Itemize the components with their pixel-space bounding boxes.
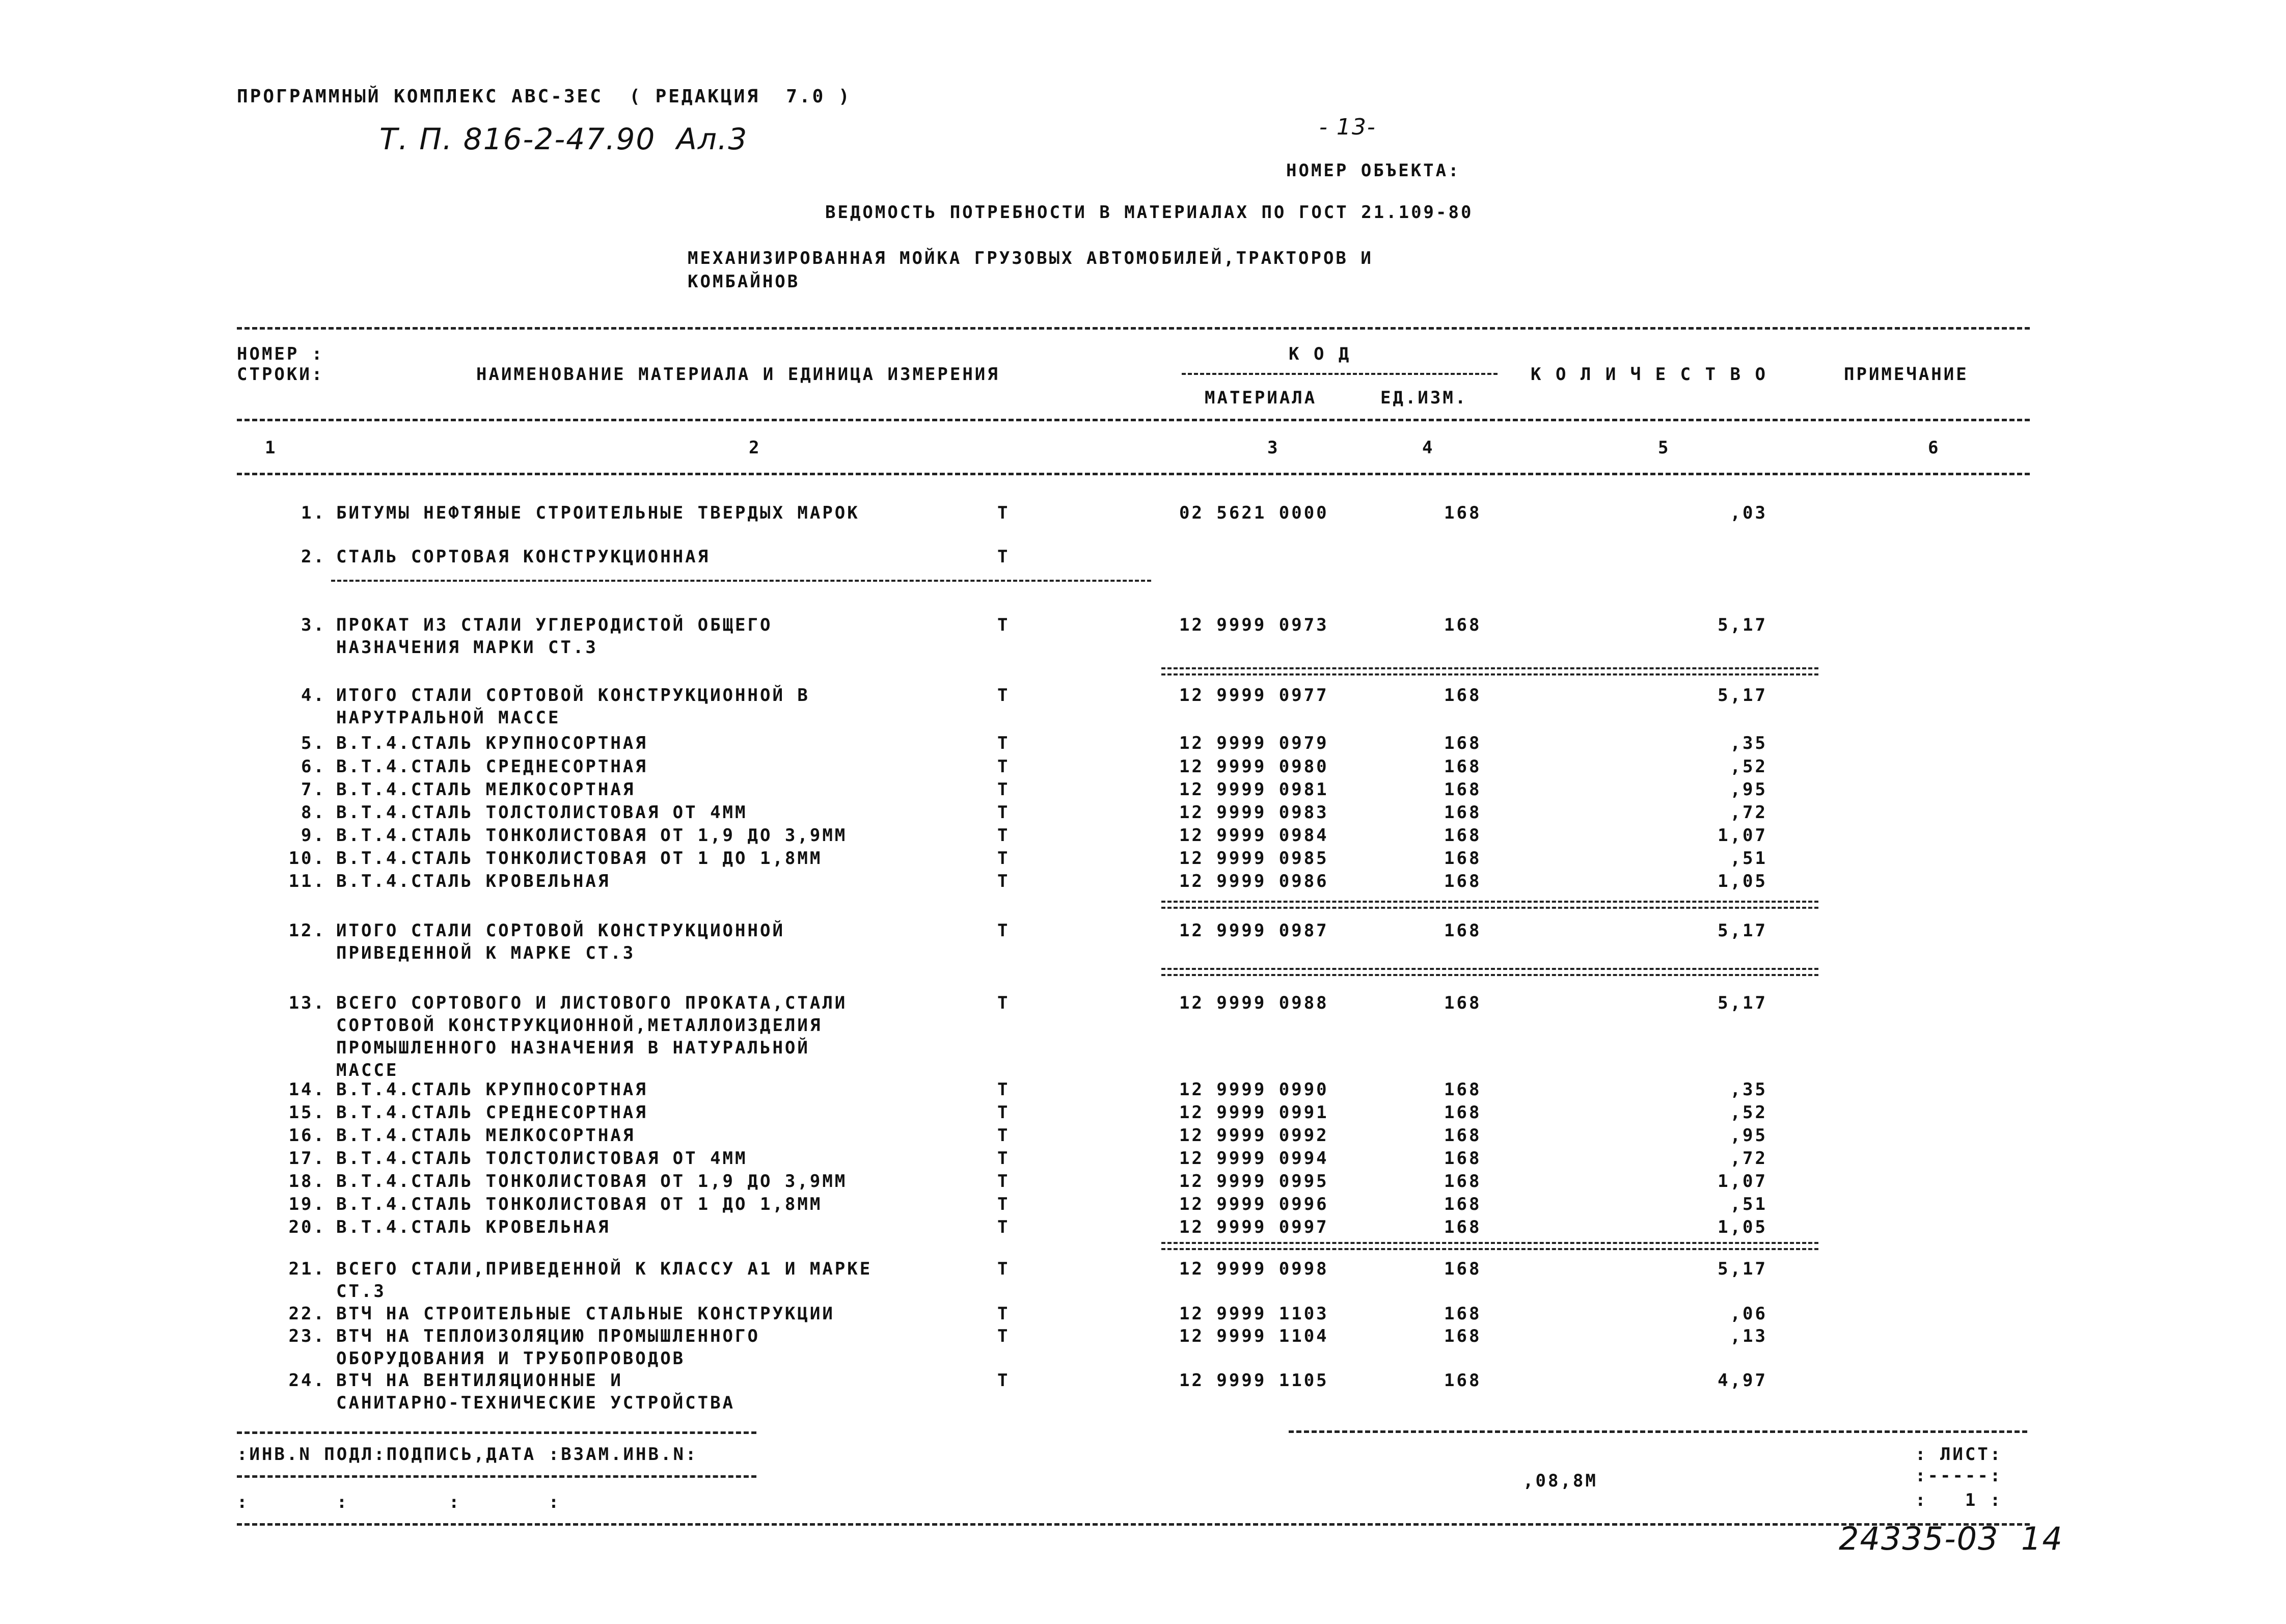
code-subheader-rule (1182, 373, 1498, 375)
material-code: 12 9999 0986 (1179, 871, 1329, 891)
material-code: 12 9999 0973 (1179, 615, 1329, 635)
unit-code: 168 (1444, 921, 1482, 941)
unit: Т (997, 685, 1010, 706)
sheet-number: : 1 : (1915, 1490, 2003, 1510)
quantity: ,51 (1730, 1194, 1767, 1214)
sheet-top-rule (1289, 1430, 2027, 1433)
quantity: ,72 (1730, 1148, 1767, 1169)
unit: Т (997, 1171, 1010, 1192)
row-number: 22. (288, 1304, 326, 1324)
material-code: 12 9999 1105 (1179, 1370, 1329, 1391)
quantity: 1,05 (1718, 1217, 1767, 1237)
head-mid-rule (237, 419, 2030, 421)
unit-code: 168 (1444, 825, 1482, 846)
unit-code: 168 (1444, 802, 1482, 823)
material-code: 12 9999 1104 (1179, 1326, 1329, 1346)
unit-code: 168 (1444, 1171, 1482, 1192)
material-name: В.Т.4.СТАЛЬ ТОНКОЛИСТОВАЯ ОТ 1 ДО 1,8ММ (336, 1194, 823, 1214)
unit: Т (997, 1194, 1010, 1214)
unit-code: 168 (1444, 871, 1482, 891)
quantity: ,35 (1730, 733, 1767, 753)
stamp-top-rule (237, 1431, 756, 1434)
unit-code: 168 (1444, 779, 1482, 800)
unit: Т (997, 547, 1010, 567)
row-number: 14. (288, 1079, 326, 1100)
quantity: 1,05 (1718, 871, 1767, 891)
material-code: 12 9999 0984 (1179, 825, 1329, 846)
material-name: В.Т.4.СТАЛЬ ТОЛСТОЛИСТОВАЯ ОТ 4ММ (336, 802, 748, 823)
quantity: ,95 (1730, 779, 1767, 800)
material-name: В.Т.4.СТАЛЬ ТОЛСТОЛИСТОВАЯ ОТ 4ММ (336, 1148, 748, 1169)
col-row-number-header-l1: НОМЕР : (237, 344, 324, 364)
sheet-label: : ЛИСТ: (1915, 1444, 2003, 1465)
quantity: ,03 (1730, 503, 1767, 523)
col-number-1: 1 (265, 438, 278, 458)
unit-code: 168 (1444, 685, 1482, 706)
unit-code: 168 (1444, 848, 1482, 869)
document-subtitle-line1: МЕХАНИЗИРОВАННАЯ МОЙКА ГРУЗОВЫХ АВТОМОБИЛЕЙ,ТРАКТОРОВ И (688, 248, 1373, 268)
unit-code: 168 (1444, 733, 1482, 753)
material-code: 12 9999 0977 (1179, 685, 1329, 706)
row-number: 23. (288, 1326, 326, 1346)
col-number-4: 4 (1422, 438, 1435, 458)
unit: Т (997, 871, 1010, 891)
handwritten-archive-number: 24335-03 14 (1839, 1520, 2063, 1557)
material-code: 12 9999 1103 (1179, 1304, 1329, 1324)
row-number: 10. (288, 848, 326, 869)
col-material-header: НАИМЕНОВАНИЕ МАТЕРИАЛА И ЕДИНИЦА ИЗМЕРЕНИЯ (476, 364, 1000, 385)
material-code: 12 9999 0990 (1179, 1079, 1329, 1100)
program-label: ПРОГРАММНЫЙ КОМПЛЕКС АВС-3ЕС ( РЕДАКЦИЯ 7.0 ) (237, 86, 852, 107)
material-name: ВТЧ НА ВЕНТИЛЯЦИОННЫЕ И (336, 1370, 623, 1391)
unit-code: 168 (1444, 1304, 1482, 1324)
col-code-unit-header: ЕД.ИЗМ. (1380, 388, 1468, 408)
row-number: 15. (288, 1102, 326, 1123)
material-name: НАРУТРАЛЬНОЙ МАССЕ (336, 708, 561, 728)
material-name: В.Т.4.СТАЛЬ ТОНКОЛИСТОВАЯ ОТ 1,9 ДО 3,9ММ (336, 1171, 848, 1192)
quantity: ,52 (1730, 756, 1767, 777)
unit: Т (997, 1125, 1010, 1146)
material-name: В.Т.4.СТАЛЬ ТОНКОЛИСТОВАЯ ОТ 1,9 ДО 3,9ММ (336, 825, 848, 846)
quantity: 1,07 (1718, 1171, 1767, 1192)
material-name: БИТУМЫ НЕФТЯНЫЕ СТРОИТЕЛЬНЫЕ ТВЕРДЫХ МАРОК (336, 503, 860, 523)
quantity: 5,17 (1718, 921, 1767, 941)
row-number: 2. (301, 547, 326, 567)
unit: Т (997, 921, 1010, 941)
material-name: В.Т.4.СТАЛЬ МЕЛКОСОРТНАЯ (336, 1125, 636, 1146)
unit-code: 168 (1444, 503, 1482, 523)
subtotal-rule-4 (1161, 1242, 1818, 1250)
material-name: ВСЕГО СТАЛИ,ПРИВЕДЕННОЙ К КЛАССУ А1 И МАРКЕ (336, 1259, 873, 1279)
quantity: 5,17 (1718, 993, 1767, 1013)
row-number: 4. (301, 685, 326, 706)
row-number: 7. (301, 779, 326, 800)
head-bottom-rule (237, 473, 2030, 475)
col-number-3: 3 (1267, 438, 1280, 458)
unit: Т (997, 615, 1010, 635)
col-number-5: 5 (1658, 438, 1671, 458)
unit: Т (997, 503, 1010, 523)
material-code: 12 9999 0983 (1179, 802, 1329, 823)
material-name: МАССЕ (336, 1060, 399, 1080)
document-subtitle-line2: КОМБАЙНОВ (688, 272, 800, 292)
material-code: 12 9999 0985 (1179, 848, 1329, 869)
row-number: 3. (301, 615, 326, 635)
row-number: 5. (301, 733, 326, 753)
material-code: 12 9999 0996 (1179, 1194, 1329, 1214)
material-name: ПРОКАТ ИЗ СТАЛИ УГЛЕРОДИСТОЙ ОБЩЕГО (336, 615, 773, 635)
footer-bottom-rule (237, 1523, 2030, 1526)
quantity: ,95 (1730, 1125, 1767, 1146)
material-code: 02 5621 0000 (1179, 503, 1329, 523)
material-name: ПРОМЫШЛЕННОГО НАЗНАЧЕНИЯ В НАТУРАЛЬНОЙ (336, 1038, 810, 1058)
row-number: 17. (288, 1148, 326, 1169)
unit: Т (997, 993, 1010, 1013)
subtotal-rule-1 (1161, 667, 1818, 675)
unit: Т (997, 1326, 1010, 1346)
material-name: ВТЧ НА ТЕПЛОИЗОЛЯЦИЮ ПРОМЫШЛЕННОГО (336, 1326, 760, 1346)
material-name: В.Т.4.СТАЛЬ КРУПНОСОРТНАЯ (336, 733, 648, 753)
col-number-2: 2 (749, 438, 761, 458)
unit: Т (997, 733, 1010, 753)
material-code: 12 9999 0995 (1179, 1171, 1329, 1192)
page-number: - 13- (1319, 114, 1376, 140)
unit: Т (997, 779, 1010, 800)
unit: Т (997, 1102, 1010, 1123)
table-top-rule (237, 327, 2030, 330)
quantity: ,35 (1730, 1079, 1767, 1100)
col-quantity-header: К О Л И Ч Е С Т В О (1531, 364, 1767, 385)
material-name: ИТОГО СТАЛИ СОРТОВОЙ КОНСТРУКЦИОННОЙ В (336, 685, 810, 706)
quantity: 4,97 (1718, 1370, 1767, 1391)
material-name: В.Т.4.СТАЛЬ КРОВЕЛЬНАЯ (336, 871, 611, 891)
unit-code: 168 (1444, 1326, 1482, 1346)
unit-code: 168 (1444, 756, 1482, 777)
material-code: 12 9999 0991 (1179, 1102, 1329, 1123)
unit-code: 168 (1444, 615, 1482, 635)
stamp-header: :ИНВ.N ПОДЛ:ПОДПИСЬ,ДАТА :ВЗАМ.ИНВ.N: (237, 1444, 698, 1465)
material-name: САНИТАРНО-ТЕХНИЧЕСКИЕ УСТРОЙСТВА (336, 1393, 736, 1413)
stamp-mid-rule (237, 1475, 756, 1478)
unit: Т (997, 825, 1010, 846)
material-code: 12 9999 0997 (1179, 1217, 1329, 1237)
unit: Т (997, 1148, 1010, 1169)
material-code: 12 9999 0988 (1179, 993, 1329, 1013)
row-number: 24. (288, 1370, 326, 1391)
material-name: ВТЧ НА СТРОИТЕЛЬНЫЕ СТАЛЬНЫЕ КОНСТРУКЦИИ (336, 1304, 835, 1324)
material-code: 12 9999 0998 (1179, 1259, 1329, 1279)
row-number: 6. (301, 756, 326, 777)
row-number: 12. (288, 921, 326, 941)
unit-code: 168 (1444, 1370, 1482, 1391)
material-name: НАЗНАЧЕНИЯ МАРКИ СТ.3 (336, 637, 598, 658)
unit-code: 168 (1444, 1125, 1482, 1146)
unit: Т (997, 1079, 1010, 1100)
material-name: В.Т.4.СТАЛЬ КРУПНОСОРТНАЯ (336, 1079, 648, 1100)
unit: Т (997, 848, 1010, 869)
unit-code: 168 (1444, 1102, 1482, 1123)
quantity: ,52 (1730, 1102, 1767, 1123)
row-number: 21. (288, 1259, 326, 1279)
material-name: ОБОРУДОВАНИЯ И ТРУБОПРОВОДОВ (336, 1348, 686, 1369)
material-code: 12 9999 0980 (1179, 756, 1329, 777)
material-code: 12 9999 0979 (1179, 733, 1329, 753)
unit-code: 168 (1444, 1217, 1482, 1237)
material-name: В.Т.4.СТАЛЬ СРЕДНЕСОРТНАЯ (336, 756, 648, 777)
subtotal-rule-3 (1161, 968, 1818, 976)
row-number: 11. (288, 871, 326, 891)
material-name: СТ.3 (336, 1281, 386, 1302)
row-number: 16. (288, 1125, 326, 1146)
quantity: ,13 (1730, 1326, 1767, 1346)
material-name: В.Т.4.СТАЛЬ КРОВЕЛЬНАЯ (336, 1217, 611, 1237)
object-number-label: НОМЕР ОБЪЕКТА: (1286, 160, 1461, 181)
unit: Т (997, 1217, 1010, 1237)
unit-code: 168 (1444, 1259, 1482, 1279)
unit: Т (997, 1304, 1010, 1324)
quantity: ,51 (1730, 848, 1767, 869)
material-name: В.Т.4.СТАЛЬ МЕЛКОСОРТНАЯ (336, 779, 636, 800)
project-code: Т. П. 816-2-47.90 Ал.3 (379, 122, 748, 156)
sheet-separator: :-----: (1915, 1466, 2003, 1486)
unit: Т (997, 802, 1010, 823)
quantity: ,06 (1730, 1304, 1767, 1324)
material-name: В.Т.4.СТАЛЬ СРЕДНЕСОРТНАЯ (336, 1102, 648, 1123)
material-name: СТАЛЬ СОРТОВАЯ КОНСТРУКЦИОННАЯ (336, 547, 711, 567)
material-code: 12 9999 0994 (1179, 1148, 1329, 1169)
material-name: ПРИВЕДЕННОЙ К МАРКЕ СТ.3 (336, 943, 636, 963)
material-name: ВСЕГО СОРТОВОГО И ЛИСТОВОГО ПРОКАТА,СТАЛИ (336, 993, 848, 1013)
row-number: 18. (288, 1171, 326, 1192)
unit-code: 168 (1444, 1148, 1482, 1169)
col-number-6: 6 (1928, 438, 1941, 458)
row-number: 20. (288, 1217, 326, 1237)
unit: Т (997, 1259, 1010, 1279)
subtotal-rule-2 (1161, 901, 1818, 909)
row-number: 19. (288, 1194, 326, 1214)
material-code: 12 9999 0992 (1179, 1125, 1329, 1146)
col-code-header: К О Д (1289, 344, 1351, 364)
col-note-header: ПРИМЕЧАНИЕ (1844, 364, 1969, 385)
stamp-cells: : : : : (237, 1492, 561, 1512)
row-number: 8. (301, 802, 326, 823)
row2-rule (331, 580, 1151, 582)
quantity: 1,07 (1718, 825, 1767, 846)
quantity: 5,17 (1718, 685, 1767, 706)
material-code: 12 9999 0987 (1179, 921, 1329, 941)
material-name: СОРТОВОЙ КОНСТРУКЦИОННОЙ,МЕТАЛЛОИЗДЕЛИЯ (336, 1015, 823, 1036)
quantity: ,72 (1730, 802, 1767, 823)
unit: Т (997, 1370, 1010, 1391)
material-name: ИТОГО СТАЛИ СОРТОВОЙ КОНСТРУКЦИОННОЙ (336, 921, 785, 941)
quantity: 5,17 (1718, 1259, 1767, 1279)
row-number: 13. (288, 993, 326, 1013)
row-number: 1. (301, 503, 326, 523)
col-row-number-header-l2: СТРОКИ: (237, 364, 324, 385)
unit-code: 168 (1444, 993, 1482, 1013)
unit-code: 168 (1444, 1194, 1482, 1214)
doc-code: ,08,8М (1523, 1471, 1598, 1491)
document-title: ВЕДОМОСТЬ ПОТРЕБНОСТИ В МАТЕРИАЛАХ ПО ГОСТ 21.109-80 (825, 202, 1474, 223)
material-code: 12 9999 0981 (1179, 779, 1329, 800)
row-number: 9. (301, 825, 326, 846)
col-code-material-header: МАТЕРИАЛА (1205, 388, 1317, 408)
quantity: 5,17 (1718, 615, 1767, 635)
material-name: В.Т.4.СТАЛЬ ТОНКОЛИСТОВАЯ ОТ 1 ДО 1,8ММ (336, 848, 823, 869)
unit: Т (997, 756, 1010, 777)
unit-code: 168 (1444, 1079, 1482, 1100)
